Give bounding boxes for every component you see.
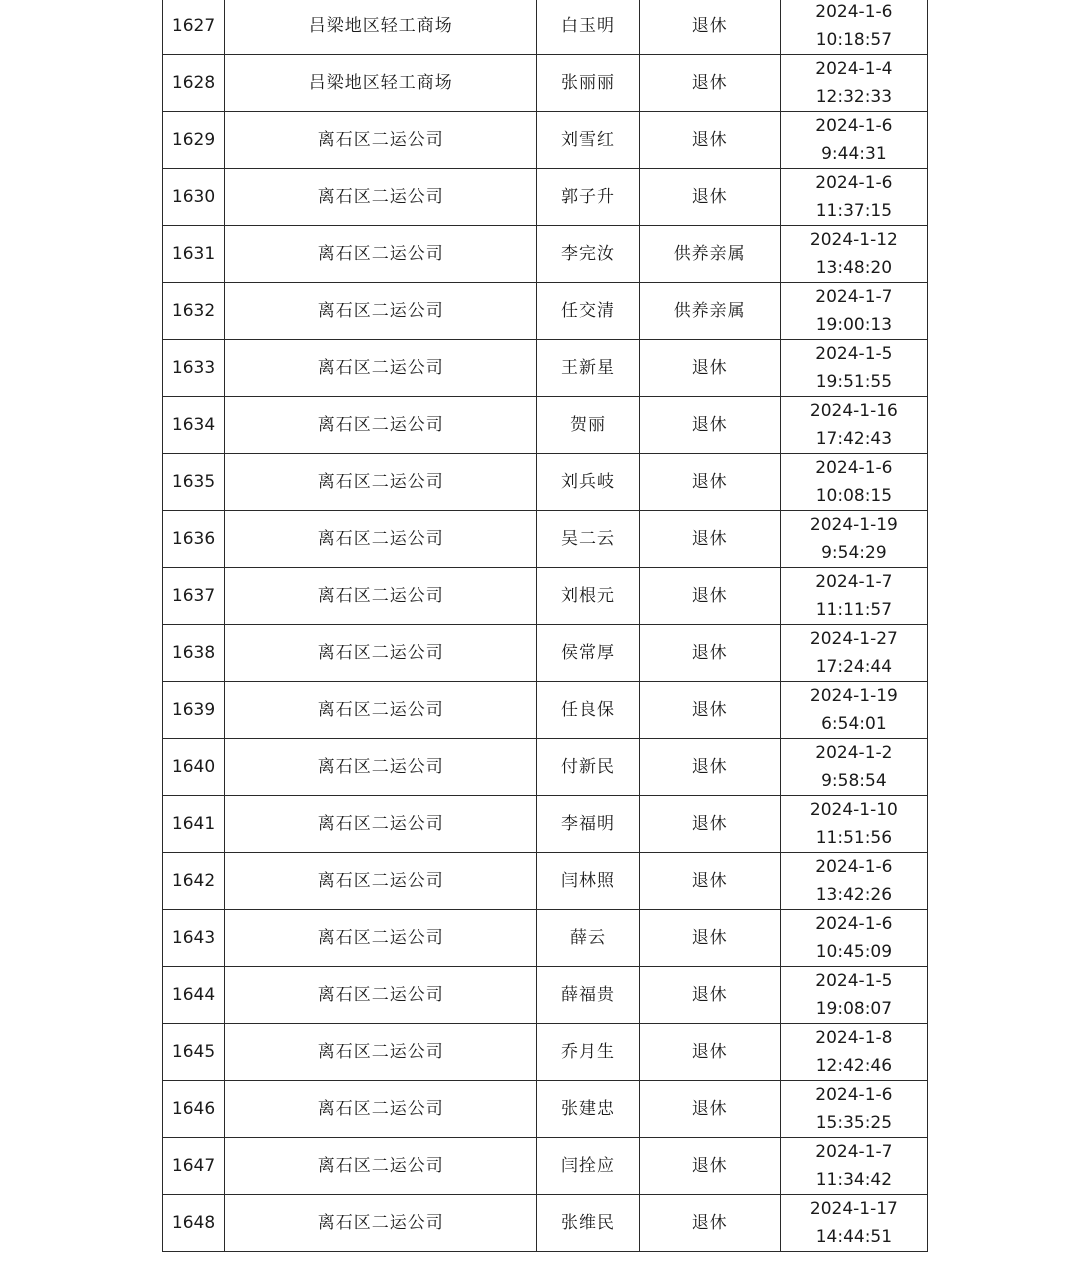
- datetime-cell: [780, 1081, 927, 1138]
- time-text: 9:44:31: [821, 144, 887, 164]
- type-cell: 供养亲属: [639, 283, 780, 340]
- unit-cell: 离石区二运公司: [225, 454, 537, 511]
- time-text: 19:08:07: [815, 999, 893, 1019]
- table-row: [163, 397, 928, 454]
- type-cell: 退休: [639, 739, 780, 796]
- type-cell: 退休: [639, 511, 780, 568]
- time-text: 9:54:29: [821, 543, 887, 563]
- datetime-cell: [780, 910, 927, 967]
- type-cell: 退休: [639, 1195, 780, 1252]
- datetime-cell: [780, 739, 927, 796]
- date-text: 2024-1-7: [815, 287, 893, 307]
- unit-cell: 离石区二运公司: [225, 340, 537, 397]
- type-cell: 退休: [639, 910, 780, 967]
- date-text: 2024-1-5: [815, 971, 893, 991]
- table-row: [163, 739, 928, 796]
- unit-cell: 离石区二运公司: [225, 397, 537, 454]
- date-text: 2024-1-6: [815, 1085, 893, 1105]
- type-cell: 退休: [639, 967, 780, 1024]
- type-cell: 退休: [639, 454, 780, 511]
- datetime-cell: [780, 397, 927, 454]
- datetime-cell: [780, 1024, 927, 1081]
- table-row: [163, 967, 928, 1024]
- unit-cell: 离石区二运公司: [225, 910, 537, 967]
- unit-cell: 离石区二运公司: [225, 625, 537, 682]
- unit-cell: 离石区二运公司: [225, 568, 537, 625]
- seq-cell: 1637: [163, 568, 225, 625]
- datetime-cell: [780, 1138, 927, 1195]
- date-text: 2024-1-19: [809, 515, 898, 535]
- seq-cell: 1645: [163, 1024, 225, 1081]
- table-row: [163, 1081, 928, 1138]
- datetime-cell: [780, 625, 927, 682]
- seq-cell: 1640: [163, 739, 225, 796]
- name-cell: 李完汝: [537, 226, 639, 283]
- table-row: [163, 511, 928, 568]
- document-page: [162, 0, 928, 1252]
- date-text: 2024-1-6: [815, 458, 893, 478]
- table-row: [163, 853, 928, 910]
- date-text: 2024-1-4: [815, 59, 893, 79]
- name-cell: 刘根元: [537, 568, 639, 625]
- time-text: 14:44:51: [815, 1227, 893, 1247]
- type-cell: 退休: [639, 169, 780, 226]
- time-text: 11:37:15: [815, 201, 893, 221]
- datetime-cell: [780, 853, 927, 910]
- time-text: 6:54:01: [821, 714, 887, 734]
- name-cell: 刘雪红: [537, 112, 639, 169]
- type-cell: 退休: [639, 1024, 780, 1081]
- time-text: 17:24:44: [815, 657, 893, 677]
- seq-cell: 1634: [163, 397, 225, 454]
- table-row: [163, 568, 928, 625]
- table-row: [163, 55, 928, 112]
- time-text: 19:51:55: [815, 372, 893, 392]
- name-cell: 张丽丽: [537, 55, 639, 112]
- table-row: [163, 1195, 928, 1252]
- type-cell: 退休: [639, 796, 780, 853]
- unit-cell: 离石区二运公司: [225, 112, 537, 169]
- unit-cell: 离石区二运公司: [225, 853, 537, 910]
- datetime-cell: [780, 0, 927, 55]
- time-text: 17:42:43: [815, 429, 893, 449]
- type-cell: 退休: [639, 853, 780, 910]
- date-text: 2024-1-19: [809, 686, 898, 706]
- datetime-cell: [780, 112, 927, 169]
- date-text: 2024-1-2: [815, 743, 893, 763]
- seq-cell: 1648: [163, 1195, 225, 1252]
- time-text: 11:11:57: [815, 600, 893, 620]
- time-text: 13:48:20: [815, 258, 893, 278]
- type-cell: 退休: [639, 0, 780, 55]
- name-cell: 薛福贵: [537, 967, 639, 1024]
- unit-cell: 离石区二运公司: [225, 511, 537, 568]
- unit-cell: 吕梁地区轻工商场: [225, 0, 537, 55]
- type-cell: 退休: [639, 55, 780, 112]
- type-cell: 退休: [639, 1081, 780, 1138]
- type-cell: 退休: [639, 625, 780, 682]
- table-row: [163, 340, 928, 397]
- datetime-cell: [780, 511, 927, 568]
- datetime-cell: [780, 967, 927, 1024]
- table-row: [163, 796, 928, 853]
- name-cell: 郭子升: [537, 169, 639, 226]
- unit-cell: 离石区二运公司: [225, 169, 537, 226]
- time-text: 11:51:56: [815, 828, 893, 848]
- unit-cell: 离石区二运公司: [225, 1138, 537, 1195]
- seq-cell: 1630: [163, 169, 225, 226]
- seq-cell: 1631: [163, 226, 225, 283]
- name-cell: 刘兵岐: [537, 454, 639, 511]
- name-cell: 任交清: [537, 283, 639, 340]
- type-cell: 退休: [639, 340, 780, 397]
- unit-cell: 离石区二运公司: [225, 1195, 537, 1252]
- date-text: 2024-1-6: [815, 2, 893, 22]
- seq-cell: 1638: [163, 625, 225, 682]
- time-text: 13:42:26: [815, 885, 893, 905]
- unit-cell: 离石区二运公司: [225, 682, 537, 739]
- unit-cell: 离石区二运公司: [225, 1024, 537, 1081]
- unit-cell: 离石区二运公司: [225, 283, 537, 340]
- table-row: [163, 169, 928, 226]
- unit-cell: 离石区二运公司: [225, 796, 537, 853]
- datetime-cell: [780, 169, 927, 226]
- table-row: [163, 625, 928, 682]
- name-cell: 张建忠: [537, 1081, 639, 1138]
- name-cell: 贺丽: [537, 397, 639, 454]
- time-text: 12:32:33: [815, 87, 893, 107]
- datetime-cell: [780, 340, 927, 397]
- seq-cell: 1632: [163, 283, 225, 340]
- table-row: [163, 1024, 928, 1081]
- seq-cell: 1646: [163, 1081, 225, 1138]
- seq-cell: 1633: [163, 340, 225, 397]
- date-text: 2024-1-16: [809, 401, 898, 421]
- seq-cell: 1635: [163, 454, 225, 511]
- seq-cell: 1639: [163, 682, 225, 739]
- date-text: 2024-1-6: [815, 173, 893, 193]
- datetime-cell: [780, 796, 927, 853]
- date-text: 2024-1-27: [809, 629, 898, 649]
- name-cell: 白玉明: [537, 0, 639, 55]
- name-cell: 任良保: [537, 682, 639, 739]
- table-row: [163, 910, 928, 967]
- seq-cell: 1627: [163, 0, 225, 55]
- datetime-cell: [780, 283, 927, 340]
- seq-cell: 1647: [163, 1138, 225, 1195]
- unit-cell: 吕梁地区轻工商场: [225, 55, 537, 112]
- date-text: 2024-1-10: [809, 800, 898, 820]
- unit-cell: 离石区二运公司: [225, 226, 537, 283]
- time-text: 10:08:15: [815, 486, 893, 506]
- date-text: 2024-1-17: [809, 1199, 898, 1219]
- table-row: [163, 1138, 928, 1195]
- seq-cell: 1641: [163, 796, 225, 853]
- table-row: [163, 283, 928, 340]
- name-cell: 薛云: [537, 910, 639, 967]
- date-text: 2024-1-6: [815, 857, 893, 877]
- time-text: 10:45:09: [815, 942, 893, 962]
- unit-cell: 离石区二运公司: [225, 1081, 537, 1138]
- datetime-cell: [780, 454, 927, 511]
- table-row: [163, 226, 928, 283]
- type-cell: 退休: [639, 568, 780, 625]
- date-text: 2024-1-7: [815, 572, 893, 592]
- records-table: [162, 0, 928, 1252]
- seq-cell: 1636: [163, 511, 225, 568]
- name-cell: 闫林照: [537, 853, 639, 910]
- seq-cell: 1642: [163, 853, 225, 910]
- seq-cell: 1628: [163, 55, 225, 112]
- seq-cell: 1643: [163, 910, 225, 967]
- table-row: [163, 0, 928, 55]
- time-text: 12:42:46: [815, 1056, 893, 1076]
- time-text: 15:35:25: [815, 1113, 893, 1133]
- type-cell: 退休: [639, 1138, 780, 1195]
- name-cell: 吴二云: [537, 511, 639, 568]
- table-row: [163, 454, 928, 511]
- seq-cell: 1629: [163, 112, 225, 169]
- name-cell: 乔月生: [537, 1024, 639, 1081]
- date-text: 2024-1-8: [815, 1028, 893, 1048]
- datetime-cell: [780, 55, 927, 112]
- unit-cell: 离石区二运公司: [225, 739, 537, 796]
- type-cell: 退休: [639, 112, 780, 169]
- time-text: 10:18:57: [815, 30, 893, 50]
- table-row: [163, 112, 928, 169]
- date-text: 2024-1-6: [815, 914, 893, 934]
- time-text: 11:34:42: [815, 1170, 893, 1190]
- records-table-body: [163, 0, 928, 1252]
- type-cell: 退休: [639, 682, 780, 739]
- seq-cell: 1644: [163, 967, 225, 1024]
- date-text: 2024-1-6: [815, 116, 893, 136]
- datetime-cell: [780, 226, 927, 283]
- name-cell: 李福明: [537, 796, 639, 853]
- datetime-cell: [780, 1195, 927, 1252]
- date-text: 2024-1-12: [809, 230, 898, 250]
- unit-cell: 离石区二运公司: [225, 967, 537, 1024]
- name-cell: 侯常厚: [537, 625, 639, 682]
- name-cell: 闫拴应: [537, 1138, 639, 1195]
- datetime-cell: [780, 682, 927, 739]
- name-cell: 张维民: [537, 1195, 639, 1252]
- type-cell: 供养亲属: [639, 226, 780, 283]
- time-text: 19:00:13: [815, 315, 893, 335]
- type-cell: 退休: [639, 397, 780, 454]
- time-text: 9:58:54: [821, 771, 887, 791]
- date-text: 2024-1-7: [815, 1142, 893, 1162]
- name-cell: 王新星: [537, 340, 639, 397]
- table-row: [163, 682, 928, 739]
- date-text: 2024-1-5: [815, 344, 893, 364]
- name-cell: 付新民: [537, 739, 639, 796]
- datetime-cell: [780, 568, 927, 625]
